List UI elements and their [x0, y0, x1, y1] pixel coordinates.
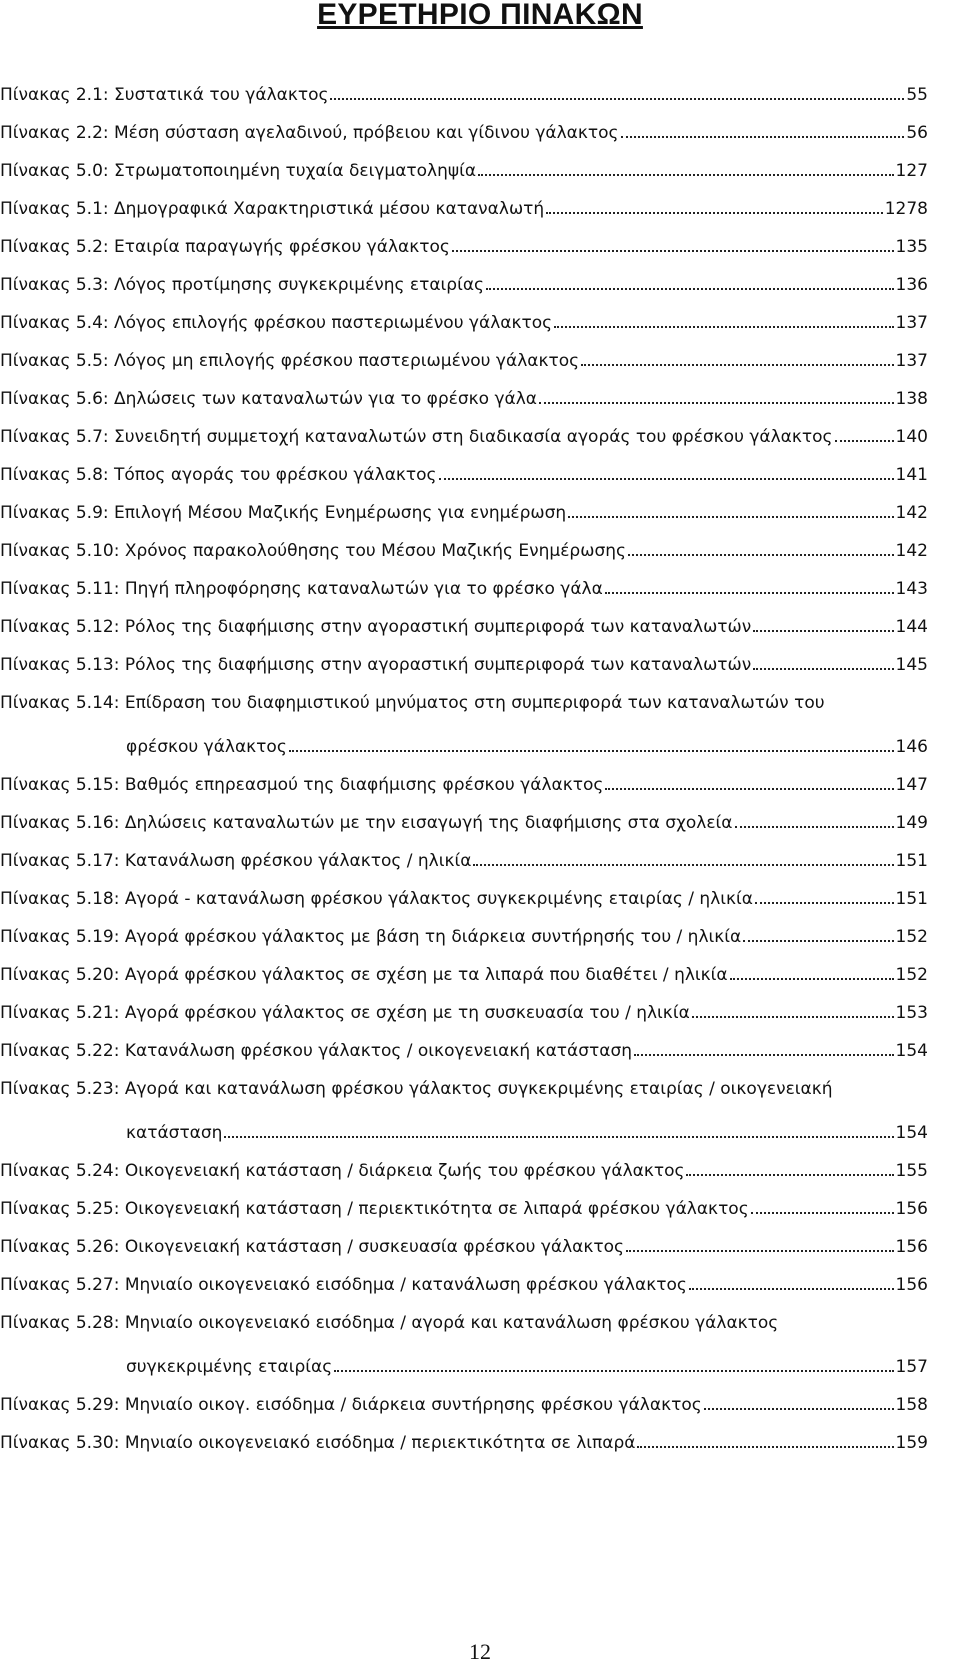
- toc-entry-label: Πίνακας 5.26: Οικογενειακή κατάσταση / συσκευασία φρέσκου γάλακτος: [0, 1237, 625, 1257]
- toc-entry-page: 156: [895, 1275, 928, 1295]
- toc-entry-page: 153: [895, 1003, 928, 1023]
- toc-entry-label: Πίνακας 5.12: Ρόλος της διαφήμισης στην αγοραστική συμπεριφορά των καταναλωτών: [0, 617, 752, 637]
- toc-entry-page: 55: [906, 85, 928, 105]
- toc-entry[interactable]: [0, 637, 960, 675]
- toc-entry-page: 154: [895, 1123, 928, 1143]
- dot-leader: [835, 438, 894, 442]
- toc-entry-label: Πίνακας 5.30: Μηνιαίο οικογενειακό εισόδημα / περιεκτικότητα σε λιπαρά: [0, 1433, 636, 1453]
- toc-entry-page: 1278: [884, 199, 928, 219]
- toc-entry-label: Πίνακας 5.23: Αγορά και κατανάλωση φρέσκου γάλακτος συγκεκριμένης εταιρίας / οικογενειακή: [0, 1079, 833, 1099]
- toc-entry-label: Πίνακας 5.1: Δημογραφικά Χαρακτηριστικά μέσου καταναλωτή: [0, 199, 545, 219]
- toc-entry-page: 159: [895, 1433, 928, 1453]
- dot-leader: [334, 1368, 893, 1372]
- page-title: ΕΥΡΕΤΗΡΙΟ ΠΙΝΑΚΩΝ: [317, 0, 643, 31]
- dot-leader: [568, 514, 893, 518]
- toc-entry-page: 149: [895, 813, 928, 833]
- toc-entry-page: 157: [895, 1357, 928, 1377]
- dot-leader: [478, 172, 894, 176]
- toc-entry-label: Πίνακας 5.16: Δηλώσεις καταναλωτών με την εισαγωγή της διαφήμισης στα σχολεία: [0, 813, 733, 833]
- dot-leader: [686, 1172, 893, 1176]
- toc-entry[interactable]: [0, 871, 960, 909]
- toc-entry-label: Πίνακας 5.14: Επίδραση του διαφημιστικού μηνύματος στη συμπεριφορά των καταναλωτών του: [0, 693, 825, 713]
- toc-entry[interactable]: [0, 1295, 960, 1377]
- dot-leader: [605, 786, 893, 790]
- toc-entry-page: 145: [895, 655, 928, 675]
- toc-entry[interactable]: [0, 409, 960, 447]
- toc-entry-page: 152: [895, 965, 928, 985]
- toc-entry-page: 143: [895, 579, 928, 599]
- toc-entry-label: Πίνακας 5.9: Επιλογή Μέσου Μαζικής Ενημέρωσης για ενημέρωση: [0, 503, 567, 523]
- toc-entry-label: Πίνακας 5.18: Αγορά - κατανάλωση φρέσκου γάλακτος συγκεκριμένης εταιρίας / ηλικία: [0, 889, 753, 909]
- toc-entry-page: 56: [906, 123, 928, 143]
- toc-entry-page: 155: [895, 1161, 928, 1181]
- toc-entry-page: 147: [895, 775, 928, 795]
- dot-leader: [692, 1014, 894, 1018]
- toc-entry-label: Πίνακας 5.24: Οικογενειακή κατάσταση / διάρκεια ζωής του φρέσκου γάλακτος: [0, 1161, 685, 1181]
- dot-leader: [753, 628, 893, 632]
- toc-entry[interactable]: [0, 909, 960, 947]
- toc-entry[interactable]: [0, 295, 960, 333]
- toc-entry[interactable]: [0, 675, 960, 757]
- toc-entry[interactable]: [0, 447, 960, 485]
- toc-entry-label: Πίνακας 5.29: Μηνιαίο οικογ. εισόδημα / διάρκεια συντήρησης φρέσκου γάλακτος: [0, 1395, 702, 1415]
- toc-entry[interactable]: [0, 985, 960, 1023]
- toc-entry[interactable]: [0, 371, 960, 409]
- page-number: 12: [469, 1639, 491, 1664]
- dot-leader: [473, 862, 893, 866]
- toc-entry-label: Πίνακας 5.4: Λόγος επιλογής φρέσκου παστεριωμένου γάλακτος: [0, 313, 553, 333]
- toc-entry[interactable]: [0, 833, 960, 871]
- toc-entry-label: Πίνακας 5.2: Εταιρία παραγωγής φρέσκου γάλακτος: [0, 237, 450, 257]
- toc-entry-label: Πίνακας 5.6: Δηλώσεις των καταναλωτών για το φρέσκο γάλα: [0, 389, 538, 409]
- toc-entry-page: 154: [895, 1041, 928, 1061]
- toc-entry-page: 151: [895, 851, 928, 871]
- dot-leader: [224, 1134, 893, 1138]
- toc-entry-label-continued: συγκεκριμένης εταιρίας: [126, 1357, 333, 1377]
- toc-entry-label: Πίνακας 5.28: Μηνιαίο οικογενειακό εισόδημα / αγορά και κατανάλωση φρέσκου γάλακτος: [0, 1313, 779, 1333]
- dot-leader: [755, 900, 894, 904]
- toc-entry-page: 156: [895, 1237, 928, 1257]
- dot-leader: [330, 96, 904, 100]
- toc-entry-page: 140: [895, 427, 928, 447]
- toc-entry-page: 138: [895, 389, 928, 409]
- dot-leader: [753, 666, 893, 670]
- toc-entry-label: Πίνακας 5.15: Βαθμός επηρεασμού της διαφήμισης φρέσκου γάλακτος: [0, 775, 604, 795]
- toc-entry-label: Πίνακας 2.1: Συστατικά του γάλακτος: [0, 85, 329, 105]
- toc-entry-page: 136: [895, 275, 928, 295]
- toc-entry[interactable]: [0, 67, 960, 105]
- toc-entry-label: Πίνακας 5.21: Αγορά φρέσκου γάλακτος σε σχέση με τη συσκευασία του / ηλικία: [0, 1003, 690, 1023]
- toc-entry[interactable]: [0, 1143, 960, 1181]
- toc-entry-label: Πίνακας 5.7: Συνειδητή συμμετοχή καταναλωτών στη διαδικασία αγοράς του φρέσκου γάλακτος: [0, 427, 833, 447]
- toc-entry-page: 146: [895, 737, 928, 757]
- toc-entry[interactable]: [0, 219, 960, 257]
- toc-entry-page: 137: [895, 351, 928, 371]
- toc-entry-label-continued: φρέσκου γάλακτος: [126, 737, 287, 757]
- toc-entry-label: Πίνακας 5.20: Αγορά φρέσκου γάλακτος σε σχέση με τα λιπαρά που διαθέτει / ηλικία: [0, 965, 728, 985]
- toc-entry[interactable]: [0, 143, 960, 181]
- toc-entry-label: Πίνακας 5.27: Μηνιαίο οικογενειακό εισόδημα / κατανάλωση φρέσκου γάλακτος: [0, 1275, 687, 1295]
- toc-entry[interactable]: [0, 561, 960, 599]
- dot-leader: [439, 476, 894, 480]
- toc-entry-page: 156: [895, 1199, 928, 1219]
- dot-leader: [289, 748, 894, 752]
- dot-leader: [539, 400, 894, 404]
- toc-entry-label-continued: κατάσταση: [126, 1123, 223, 1143]
- dot-leader: [730, 976, 894, 980]
- dot-leader: [452, 248, 894, 252]
- toc-entry[interactable]: [0, 1219, 960, 1257]
- toc-entry[interactable]: [0, 795, 960, 833]
- toc-entry[interactable]: [0, 757, 960, 795]
- toc-entry-page: 142: [895, 541, 928, 561]
- dot-leader: [546, 210, 883, 214]
- dot-leader: [743, 938, 893, 942]
- dot-leader: [626, 1248, 894, 1252]
- dot-leader: [486, 286, 894, 290]
- toc-entry-label: Πίνακας 5.8: Τόπος αγοράς του φρέσκου γάλακτος: [0, 465, 437, 485]
- toc-entry-label: Πίνακας 5.5: Λόγος μη επιλογής φρέσκου παστεριωμένου γάλακτος: [0, 351, 580, 371]
- toc-entry-label: Πίνακας 5.10: Χρόνος παρακολούθησης του Μέσου Μαζικής Ενημέρωσης: [0, 541, 626, 561]
- toc-entry[interactable]: [0, 1061, 960, 1143]
- toc-entry[interactable]: [0, 599, 960, 637]
- dot-leader: [689, 1286, 894, 1290]
- toc-entry-label: Πίνακας 5.3: Λόγος προτίμησης συγκεκριμένης εταιρίας: [0, 275, 485, 295]
- dot-leader: [554, 324, 893, 328]
- toc-entry-label: Πίνακας 2.2: Μέση σύσταση αγελαδινού, πρόβειου και γίδινου γάλακτος: [0, 123, 619, 143]
- toc-entry[interactable]: [0, 1415, 960, 1453]
- toc-entry-page: 151: [895, 889, 928, 909]
- toc-entry[interactable]: [0, 947, 960, 985]
- toc-entry[interactable]: [0, 1181, 960, 1219]
- dot-leader: [637, 1444, 893, 1448]
- toc-entry-page: 158: [895, 1395, 928, 1415]
- toc-entry-page: 142: [895, 503, 928, 523]
- toc-entry-label: Πίνακας 5.11: Πηγή πληροφόρησης καταναλωτών για το φρέσκο γάλα: [0, 579, 603, 599]
- toc-entry[interactable]: [0, 181, 960, 219]
- toc-entry-label: Πίνακας 5.13: Ρόλος της διαφήμισης στην αγοραστική συμπεριφορά των καταναλωτών: [0, 655, 752, 675]
- toc-entry-page: 144: [895, 617, 928, 637]
- toc-entry[interactable]: [0, 523, 960, 561]
- toc-entry-page: 137: [895, 313, 928, 333]
- toc-entry-page: 152: [895, 927, 928, 947]
- toc-entry-label: Πίνακας 5.17: Κατανάλωση φρέσκου γάλακτος / ηλικία: [0, 851, 472, 871]
- toc-entry[interactable]: [0, 105, 960, 143]
- dot-leader: [735, 824, 894, 828]
- toc-entry-page: 141: [895, 465, 928, 485]
- dot-leader: [751, 1210, 894, 1214]
- dot-leader: [621, 134, 905, 138]
- dot-leader: [704, 1406, 894, 1410]
- toc-entry-page: 135: [895, 237, 928, 257]
- toc-entry[interactable]: [0, 1023, 960, 1061]
- dot-leader: [628, 552, 894, 556]
- toc-entry-page: 127: [895, 161, 928, 181]
- toc-entry[interactable]: [0, 1377, 960, 1415]
- toc-entry-label: Πίνακας 5.25: Οικογενειακή κατάσταση / περιεκτικότητα σε λιπαρά φρέσκου γάλακτος: [0, 1199, 749, 1219]
- toc-entry[interactable]: [0, 1257, 960, 1295]
- dot-leader: [634, 1052, 894, 1056]
- toc-entry-label: Πίνακας 5.19: Αγορά φρέσκου γάλακτος με βάση τη διάρκεια συντήρησής του / ηλικία: [0, 927, 742, 947]
- toc-entry-label: Πίνακας 5.22: Κατανάλωση φρέσκου γάλακτος / οικογενειακή κατάσταση: [0, 1041, 632, 1061]
- toc-entry[interactable]: [0, 333, 960, 371]
- toc-entry[interactable]: [0, 485, 960, 523]
- toc-entry-label: Πίνακας 5.0: Στρωματοποιημένη τυχαία δειγματοληψία: [0, 161, 477, 181]
- table-of-tables-list: [0, 67, 960, 1453]
- dot-leader: [605, 590, 894, 594]
- dot-leader: [581, 362, 893, 366]
- toc-entry[interactable]: [0, 257, 960, 295]
